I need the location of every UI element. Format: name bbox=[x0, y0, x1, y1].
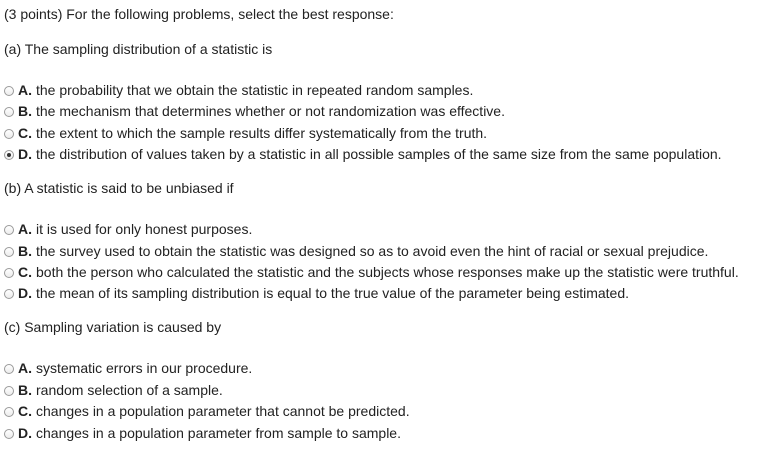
intro-text: (3 points) For the following problems, select the best response: bbox=[4, 6, 394, 22]
radio-button[interactable] bbox=[4, 386, 14, 396]
option-text: the mechanism that determines whether or not randomization was effective. bbox=[36, 102, 505, 119]
question-c-option-d[interactable] bbox=[4, 424, 401, 441]
radio-button[interactable] bbox=[4, 429, 14, 439]
radio-button[interactable] bbox=[4, 129, 14, 139]
question-b-prompt: (b) A statistic is said to be unbiased if bbox=[4, 180, 234, 196]
radio-button[interactable] bbox=[4, 268, 14, 278]
question-b-option-b[interactable] bbox=[4, 242, 708, 259]
question-a-option-c[interactable] bbox=[4, 124, 487, 141]
radio-button[interactable] bbox=[4, 289, 14, 299]
option-text: both the person who calculated the statistic and the subjects whose responses make up the statistic were truthful. bbox=[36, 263, 739, 280]
radio-button[interactable] bbox=[4, 407, 14, 417]
option-letter: A. bbox=[18, 81, 32, 98]
question-a-prompt: (a) The sampling distribution of a statistic is bbox=[4, 41, 273, 57]
question-a-option-a[interactable] bbox=[4, 81, 473, 98]
question-c-prompt: (c) Sampling variation is caused by bbox=[4, 319, 222, 335]
option-text: the survey used to obtain the statistic was designed so as to avoid even the hint of racial or sexual prejudice. bbox=[36, 242, 709, 259]
option-letter: B. bbox=[18, 102, 32, 119]
question-c-option-c[interactable] bbox=[4, 402, 410, 419]
option-text: changes in a population parameter from sample to sample. bbox=[36, 424, 401, 441]
radio-button[interactable] bbox=[4, 225, 14, 235]
option-letter: C. bbox=[18, 402, 32, 419]
option-letter: A. bbox=[18, 359, 32, 376]
question-b-option-d[interactable] bbox=[4, 284, 629, 301]
question-b-option-a[interactable] bbox=[4, 220, 252, 237]
option-letter: D. bbox=[18, 145, 32, 162]
option-text: it is used for only honest purposes. bbox=[36, 220, 253, 237]
option-letter: D. bbox=[18, 424, 32, 441]
question-a-option-b[interactable] bbox=[4, 102, 505, 119]
option-text: the extent to which the sample results differ systematically from the truth. bbox=[36, 124, 488, 141]
radio-button[interactable] bbox=[4, 247, 14, 257]
option-text: random selection of a sample. bbox=[36, 381, 223, 398]
option-text: the distribution of values taken by a statistic in all possible samples of the same size from the same population. bbox=[36, 145, 722, 162]
question-c-option-a[interactable] bbox=[4, 359, 252, 376]
option-text: systematic errors in our procedure. bbox=[36, 359, 253, 376]
radio-button[interactable] bbox=[4, 107, 14, 117]
question-b-option-c[interactable] bbox=[4, 263, 739, 280]
option-text: the mean of its sampling distribution is equal to the true value of the parameter being estimated. bbox=[36, 284, 630, 301]
option-letter: C. bbox=[18, 263, 32, 280]
radio-button[interactable] bbox=[4, 364, 14, 374]
option-letter: C. bbox=[18, 124, 32, 141]
question-a-option-d[interactable] bbox=[4, 145, 722, 162]
option-text: the probability that we obtain the statistic in repeated random samples. bbox=[36, 81, 474, 98]
option-letter: D. bbox=[18, 284, 32, 301]
radio-button[interactable] bbox=[4, 150, 14, 160]
option-letter: B. bbox=[18, 381, 32, 398]
option-letter: B. bbox=[18, 242, 32, 259]
option-letter: A. bbox=[18, 220, 32, 237]
radio-button[interactable] bbox=[4, 86, 14, 96]
option-text: changes in a population parameter that cannot be predicted. bbox=[36, 402, 410, 419]
question-c-option-b[interactable] bbox=[4, 381, 223, 398]
